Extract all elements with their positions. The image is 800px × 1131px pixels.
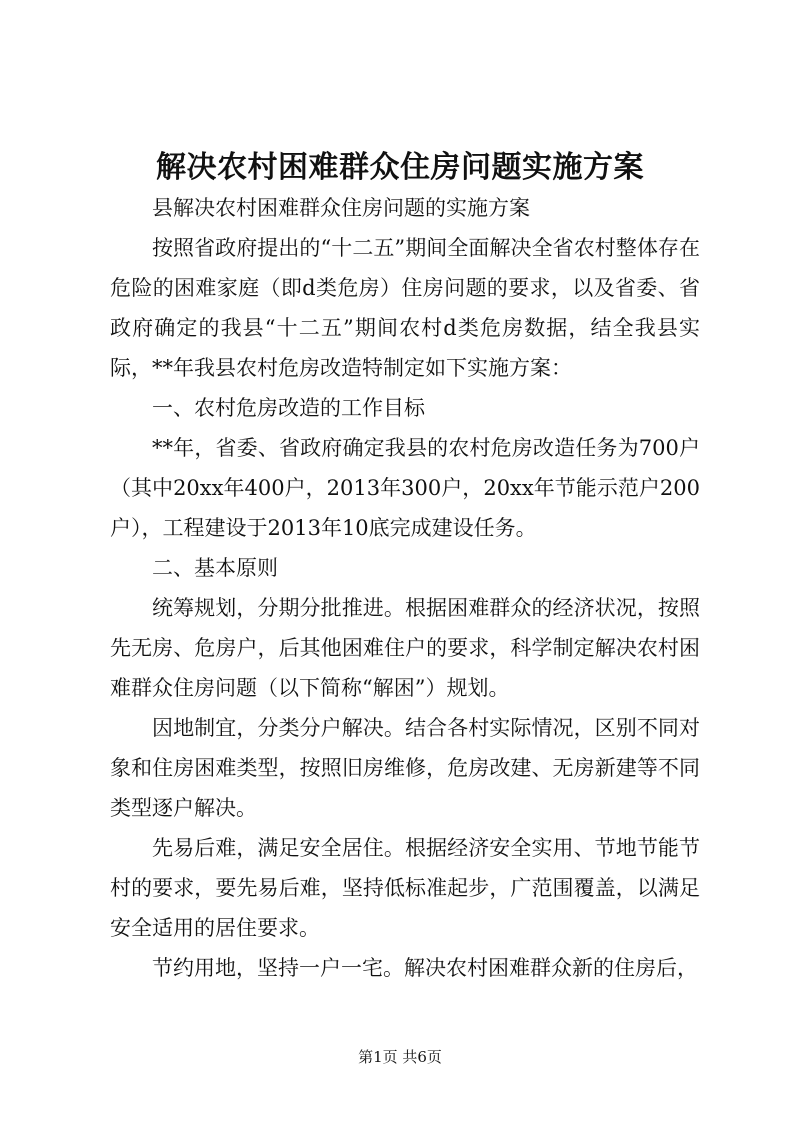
- section-heading-principles: 二、基本原则: [152, 556, 278, 580]
- document-body: [110, 188, 700, 988]
- paragraph-goals: **年，省委、省政府确定我县的农村危房改造任务为700户（其中20xx年400户，2013年300户，20xx年节能示范户200户），工程建设于2013年10底完成建设任务。: [110, 436, 700, 540]
- paragraph-principle-1: 统筹规划，分期分批推进。根据困难群众的经济状况，按照先无房、危房户，后其他困难住户的要求，科学制定解决农村困难群众住房问题（以下简称“解困”）规划。: [110, 596, 700, 700]
- paragraph-principle-4: 节约用地，坚持一户一宅。解决农村困难群众新的住房后，: [152, 956, 698, 980]
- document-title: 解决农村困难群众住房问题实施方案: [156, 150, 644, 185]
- page-number-footer: 第1页 共6页: [358, 1048, 442, 1066]
- paragraph-principle-2: 因地制宜，分类分户解决。结合各村实际情况，区别不同对象和住房困难类型，按照旧房维修，危房改建、无房新建等不同类型逐户解决。: [110, 716, 700, 820]
- paragraph-intro: 按照省政府提出的“十二五”期间全面解决全省农村整体存在危险的困难家庭（即d类危房）住房问题的要求，以及省委、省政府确定的我县“十二五”期间农村d类危房数据，结全我县实际，**年我县农村危房改造特制定如下实施方案：: [110, 236, 700, 380]
- paragraph-heading-line: 县解决农村困难群众住房问题的实施方案: [152, 196, 530, 220]
- section-heading-goals: 一、农村危房改造的工作目标: [152, 396, 425, 420]
- paragraph-principle-3: 先易后难，满足安全居住。根据经济安全实用、节地节能节村的要求，要先易后难，坚持低标准起步，广范围覆盖，以满足安全适用的居住要求。: [110, 836, 700, 940]
